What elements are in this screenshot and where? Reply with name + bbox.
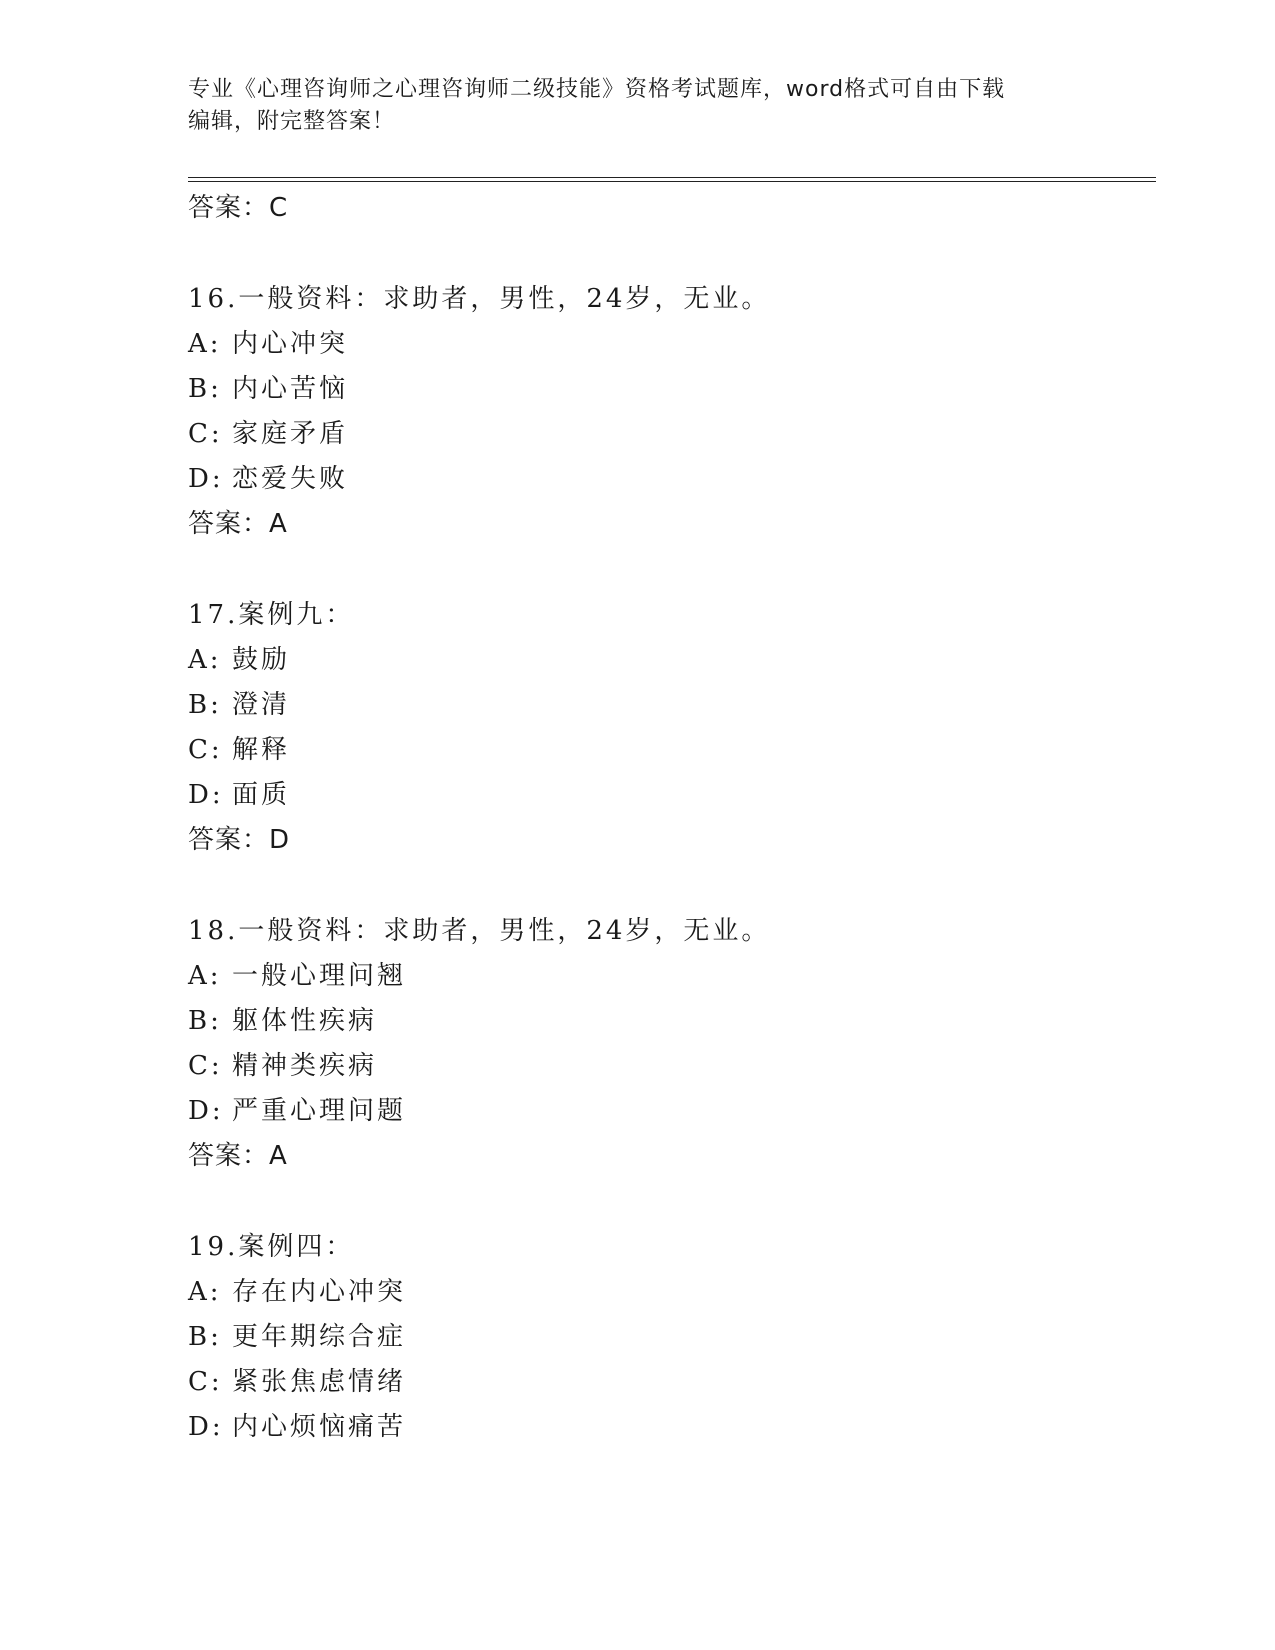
question-17-option-b: B: 澄清 xyxy=(188,690,291,720)
header-line-1: 专业《心理咨询师之心理咨询师二级技能》资格考试题库，word格式可自由下载 xyxy=(188,77,1006,102)
question-17-option-a: A: 鼓励 xyxy=(188,645,291,675)
question-18-option-a: A: 一般心理问翘 xyxy=(188,961,407,991)
question-16-option-c: C: 家庭矛盾 xyxy=(188,419,349,449)
question-17-answer: 答案：D xyxy=(188,825,291,855)
question-17-stem: 17.案例九： xyxy=(188,600,355,630)
question-16-option-b: B: 内心苦恼 xyxy=(188,374,349,404)
question-17-option-c: C: 解释 xyxy=(188,735,291,765)
question-16-option-d: D: 恋爱失败 xyxy=(188,464,349,494)
question-18-option-d: D: 严重心理问题 xyxy=(188,1096,407,1126)
previous-answer: 答案：C xyxy=(188,193,289,223)
question-18-option-c: C: 精神类疾病 xyxy=(188,1051,378,1081)
header-divider xyxy=(188,177,1156,182)
question-18-stem: 18.一般资料：求助者，男性，24岁，无业。 xyxy=(188,916,771,946)
question-18-option-b: B: 躯体性疾病 xyxy=(188,1006,378,1036)
question-17-option-d: D: 面质 xyxy=(188,780,291,810)
question-19-stem: 19.案例四： xyxy=(188,1232,355,1262)
question-18-answer: 答案：A xyxy=(188,1141,288,1171)
question-19-option-a: A: 存在内心冲突 xyxy=(188,1277,407,1307)
document-header xyxy=(188,74,1068,138)
question-19-option-d: D: 内心烦恼痛苦 xyxy=(188,1412,407,1442)
question-19-option-c: C: 紧张焦虑情绪 xyxy=(188,1367,407,1397)
question-16-answer: 答案：A xyxy=(188,509,288,539)
question-16-option-a: A: 内心冲突 xyxy=(188,329,349,359)
question-19-option-b: B: 更年期综合症 xyxy=(188,1322,407,1352)
question-16-stem: 16.一般资料：求助者，男性，24岁，无业。 xyxy=(188,284,771,314)
header-line-2: 编辑，附完整答案！ xyxy=(188,109,396,134)
